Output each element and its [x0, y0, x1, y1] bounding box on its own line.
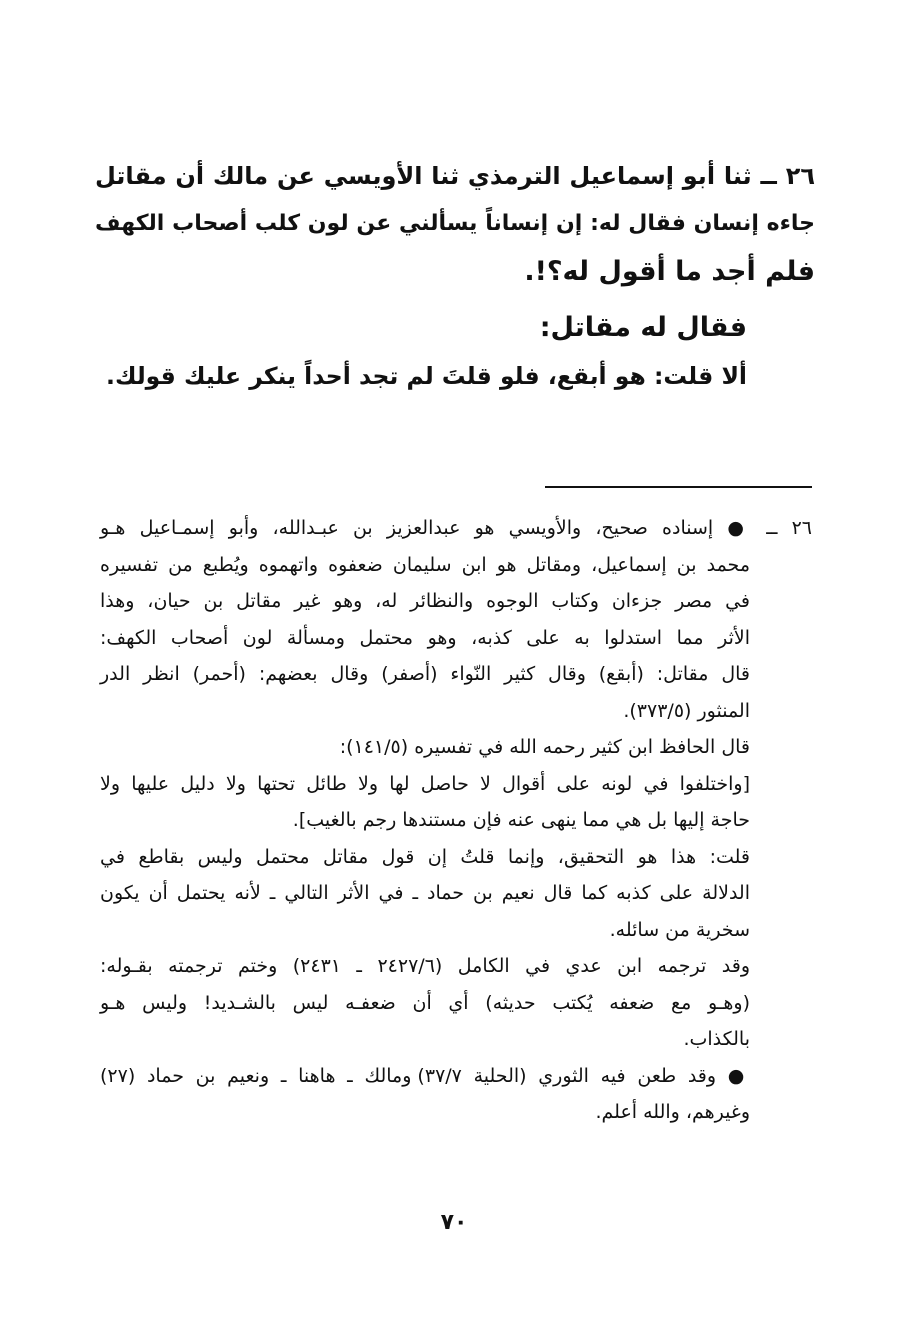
footnote-line-9: حاجة إليها بل هي مما ينهى عنه فإن مستندها رجم بالغيب]. [292, 809, 750, 831]
main-line-3: فلم أجد ما أقول له؟!. [524, 256, 815, 287]
main-line-4: فقال له مقاتل: [539, 312, 747, 343]
footnote-line-1: ٢٦ ــ ● إسناده صحيح، والأويسي هو عبدالعزيز بن عبـدالله، وأبو إسمـاعيل هـو [100, 517, 812, 539]
page-number: ٧٠ [440, 1210, 468, 1235]
main-line-2: جاءه إنسان فقال له: إن إنساناً يسألني عن لون كلب أصحاب الكهف [95, 211, 815, 236]
footnotes [100, 510, 812, 1131]
footnote-line-8: [واختلفوا في لونه على أقوال لا حاصل لها ولا طائل تحتها ولا دليل عليها ولا [100, 772, 750, 795]
footnote-line-13: وقد ترجمه ابن عدي في الكامل (٢٤٢٧/٦ ـ ٢٤٣١) وختم ترجمته بقـوله: [100, 955, 750, 977]
footnote-line-14: (وهـو مع ضعفه يُكتب حديثه) أي أن ضعفـه ليس بالشـديد! وليس هـو [100, 991, 750, 1014]
footnote-separator [545, 486, 812, 488]
footnote-line-7: قال الحافظ ابن كثير رحمه الله في تفسيره (١٤١/٥): [339, 736, 750, 758]
main-line-1: ٢٦ ــ ثنا أبو إسماعيل الترمذي ثنا الأويسي عن مالك أن مقاتل [95, 162, 815, 190]
footnote-line-15: بالكذاب. [683, 1028, 750, 1050]
footnote-line-12: سخرية من سائله. [609, 918, 750, 941]
footnote-line-4: الأثر مما استدلوا به على كذبه، وهو محتمل ومسألة لون أصحاب الكهف: [100, 626, 750, 649]
main-line-5: ألا قلت: هو أبقع، فلو قلتَ لم تجد أحداً ينكر عليك قولك. [106, 362, 747, 390]
footnote-line-10: قلت: هذا هو التحقيق، وإنما قلتُ إن قول مقاتل محتمل وليس بقاطع في [100, 845, 750, 868]
footnote-line-3: في مصر جزءان وكتاب الوجوه والنظائر له، وهو غير مقاتل بن حيان، وهذا [100, 590, 750, 612]
footnote-line-6: المنثور (٣٧٣/٥). [623, 699, 750, 722]
footnote-line-2: محمد بن إسماعيل، ومقاتل هو ابن سليمان ضعفوه واتهموه ويُطبع من تفسيره [100, 553, 750, 576]
footnote-line-17: وغيرهم، والله أعلم. [595, 1101, 750, 1123]
main-text [95, 152, 815, 400]
footnote-line-16: ● وقد طعن فيه الثوري (الحلية ٣٧/٧) ومالك ـ هاهنا ـ ونعيم بن حماد (٢٧) [100, 1064, 751, 1087]
footnote-line-5: قال مقاتل: (أبقع) وقال كثير النّواء (أصفر) وقال بعضهم: (أحمر) انظر الدر [100, 663, 750, 685]
footnote-line-11: الدلالة على كذبه كما قال نعيم بن حماد ـ في الأثر التالي ـ لأنه يحتمل أن يكون [100, 882, 750, 904]
